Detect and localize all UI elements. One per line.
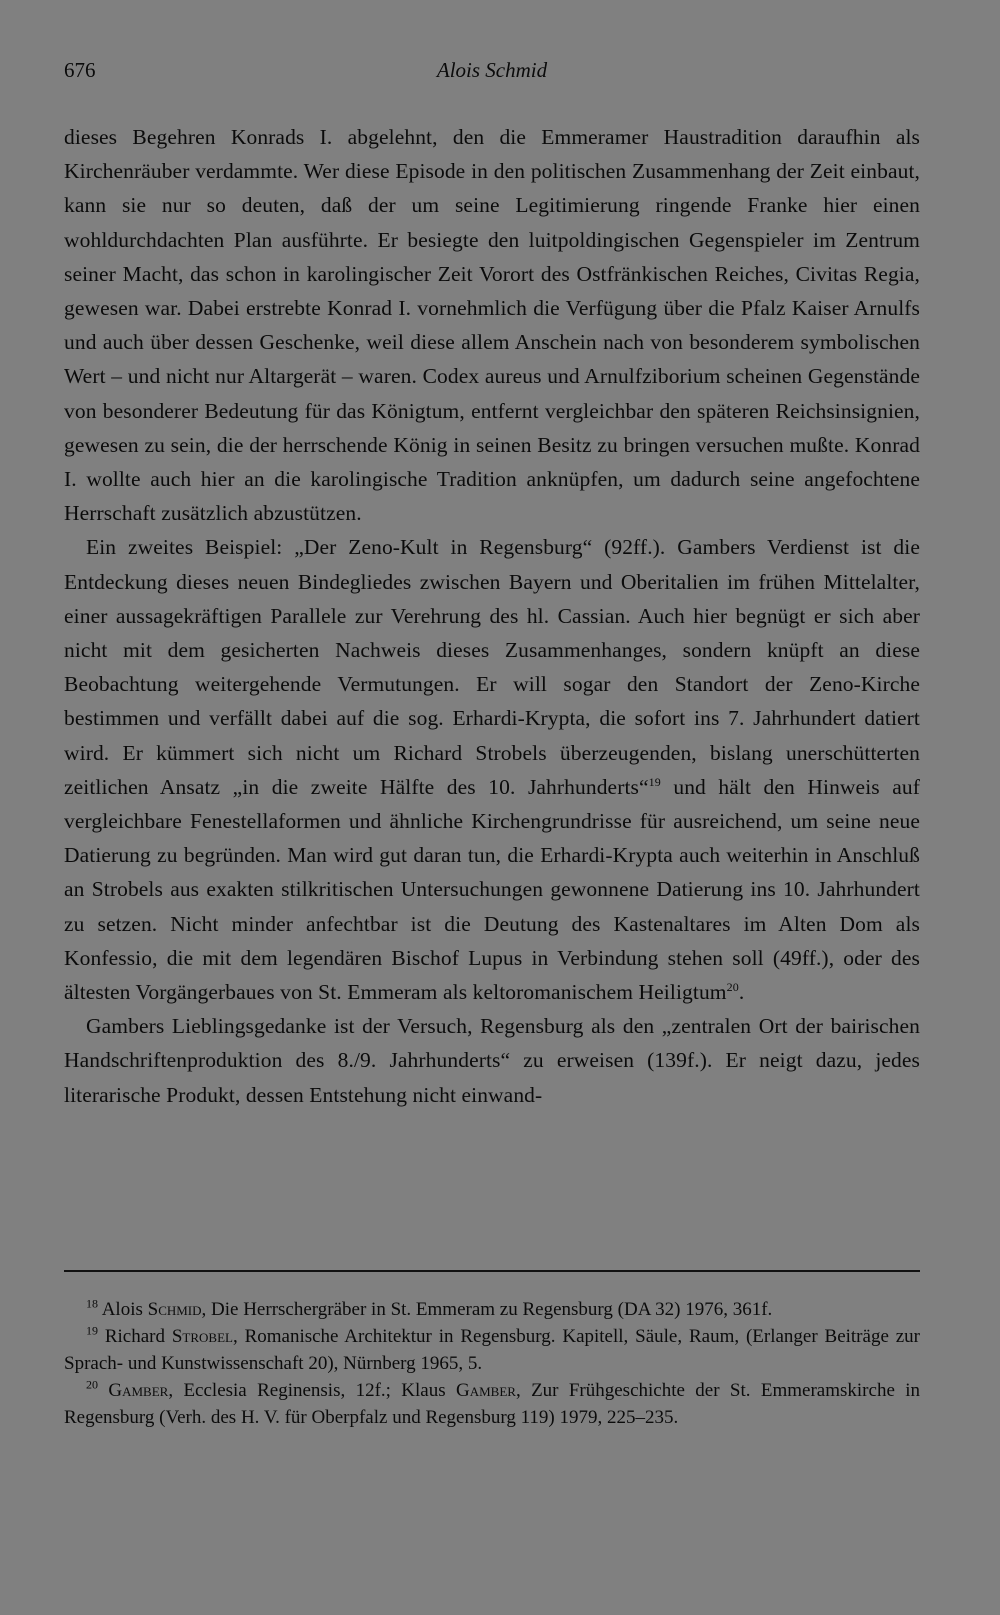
paragraph-2-text-b: und hält den Hinweis auf vergleichbare Fenestellaformen und ähnliche Kirchengrundrisse für ausreichend, um seine neue Datierung zu begründen. Man wird gut daran tun, die Erhardi-Krypta auch weiterhin in Anschluß an Strobels aus exakten stilkritischen Untersuchungen gewonnene Datierung ins 10. Jahrhundert zu setzen. Nicht minder anfechtbar ist die Deutung des Kastenaltares im Alten Dom als Konfessio, die mit dem legendären Bischof Lupus in Verbindung stehen soll (49ff.), oder des ältesten Vorgängerbaues von St. Emmeram als keltoromanischem Heiligtum bbox=[64, 774, 920, 1005]
footnote-19 bbox=[64, 1323, 920, 1377]
main-text bbox=[64, 120, 920, 1112]
footnote-18 bbox=[64, 1296, 920, 1323]
footnote-separator bbox=[64, 1270, 920, 1272]
author-name: Gamber bbox=[108, 1380, 169, 1401]
paragraph-2 bbox=[64, 530, 920, 1009]
footnote-number: 20 bbox=[86, 1377, 98, 1392]
footnote-text: , Die Herrschergräber in St. Emmeram zu Regensburg (DA 32) 1976, 361f. bbox=[201, 1299, 773, 1320]
paragraph-2-text-a: Ein zweites Beispiel: „Der Zeno-Kult in Regensburg“ (92ff.). Gambers Verdienst ist die Entdeckung dieses neuen Bindegliedes zwischen Bayern und Oberitalien im frühen Mittelalter, einer aussagekräftigen Parallele zur Verehrung des hl. Cassian. Auch hier begnügt er sich aber nicht mit dem gesicherten Nachweis dieses Zusammenhanges, sondern knüpft an diese Beobachtung weitergehende Vermutungen. Er will sogar den Standort der Zeno-Kirche bestimmen und verfällt dabei auf die sog. Erhardi-Krypta, die sofort ins 7. Jahrhundert datiert wird. Er kümmert sich nicht um Richard Strobels überzeugenden, bislang unerschütterten zeitlichen Ansatz „in die zweite Hälfte des 10. Jahrhunderts“ bbox=[64, 535, 920, 799]
footnote-number: 19 bbox=[86, 1323, 98, 1338]
book-page bbox=[64, 0, 920, 1568]
footnote-text: Alois bbox=[98, 1299, 148, 1320]
footnote-ref-20: 20 bbox=[726, 979, 739, 994]
footnote-text: , Zur Frühgeschichte der St. Emmeramskirche in Regensburg (Verh. des H. V. für Oberpfalz und Regensburg 119) 1979, 225–235. bbox=[64, 1380, 921, 1428]
footnote-20 bbox=[64, 1377, 920, 1431]
paragraph-3: Gambers Lieblingsgedanke ist der Versuch, Regensburg als den „zentralen Ort der bairischen Handschriftenproduktion des 8./9. Jahrhunderts“ zu erweisen (139f.). Er neigt dazu, jedes literarische Produkt, dessen Entstehung nicht einwand- bbox=[64, 1014, 920, 1107]
author-name: Schmid bbox=[147, 1299, 202, 1320]
author-name: Gamber bbox=[456, 1380, 516, 1401]
running-head bbox=[64, 58, 920, 86]
paragraph-1: dieses Begehren Konrads I. abgelehnt, den die Emmeramer Haustradition daraufhin als Kirchenräuber verdammte. Wer diese Episode in den politischen Zusammenhang der Zeit einbaut, kann sie nur so deuten, daß der um seine Legitimierung ringende Franke hier einen wohldurchdachten Plan ausführte. Er besiegte den luitpoldingischen Gegenspieler im Zentrum seiner Macht, das schon in karolingischer Zeit Vorort des Ostfränkischen Reiches, Civitas Regia, gewesen war. Dabei erstrebte Konrad I. vornehmlich die Verfügung über die Pfalz Kaiser Arnulfs und auch über dessen Geschenke, weil diese allem Anschein nach von besonderem symbolischen Wert – und nicht nur Altargerät – waren. Codex aureus und Arnulfziborium scheinen Gegenstände von besonderer Bedeutung für das Königtum, entfernt vergleichbar den späteren Reichsinsignien, gewesen zu sein, die der herrschende König in seinen Besitz zu bringen versuchen mußte. Konrad I. wollte auch hier an die karolingische Tradition anknüpfen, um dadurch seine angefochtene Herrschaft zusätzlich abzustützen. bbox=[64, 125, 920, 526]
author-name: Strobel bbox=[171, 1326, 233, 1347]
running-head-author: Alois Schmid bbox=[436, 58, 548, 82]
paragraph-2-text-c: . bbox=[738, 980, 745, 1005]
footnote-text: , Romanische Architektur in Regensburg. Kapitell, Säule, Raum, (Erlanger Beiträge zur Sprach- und Kunstwissenschaft 20), Nürnberg 1965, 5. bbox=[64, 1326, 920, 1374]
footnote-text bbox=[98, 1380, 108, 1401]
footnotes bbox=[64, 1296, 920, 1431]
footnote-text: , Ecclesia Reginensis, 12f.; Klaus bbox=[168, 1380, 456, 1401]
footnote-ref-19: 19 bbox=[648, 774, 661, 789]
footnote-number: 18 bbox=[86, 1296, 98, 1311]
footnote-text: Richard bbox=[98, 1326, 172, 1347]
page-number: 676 bbox=[64, 58, 96, 82]
